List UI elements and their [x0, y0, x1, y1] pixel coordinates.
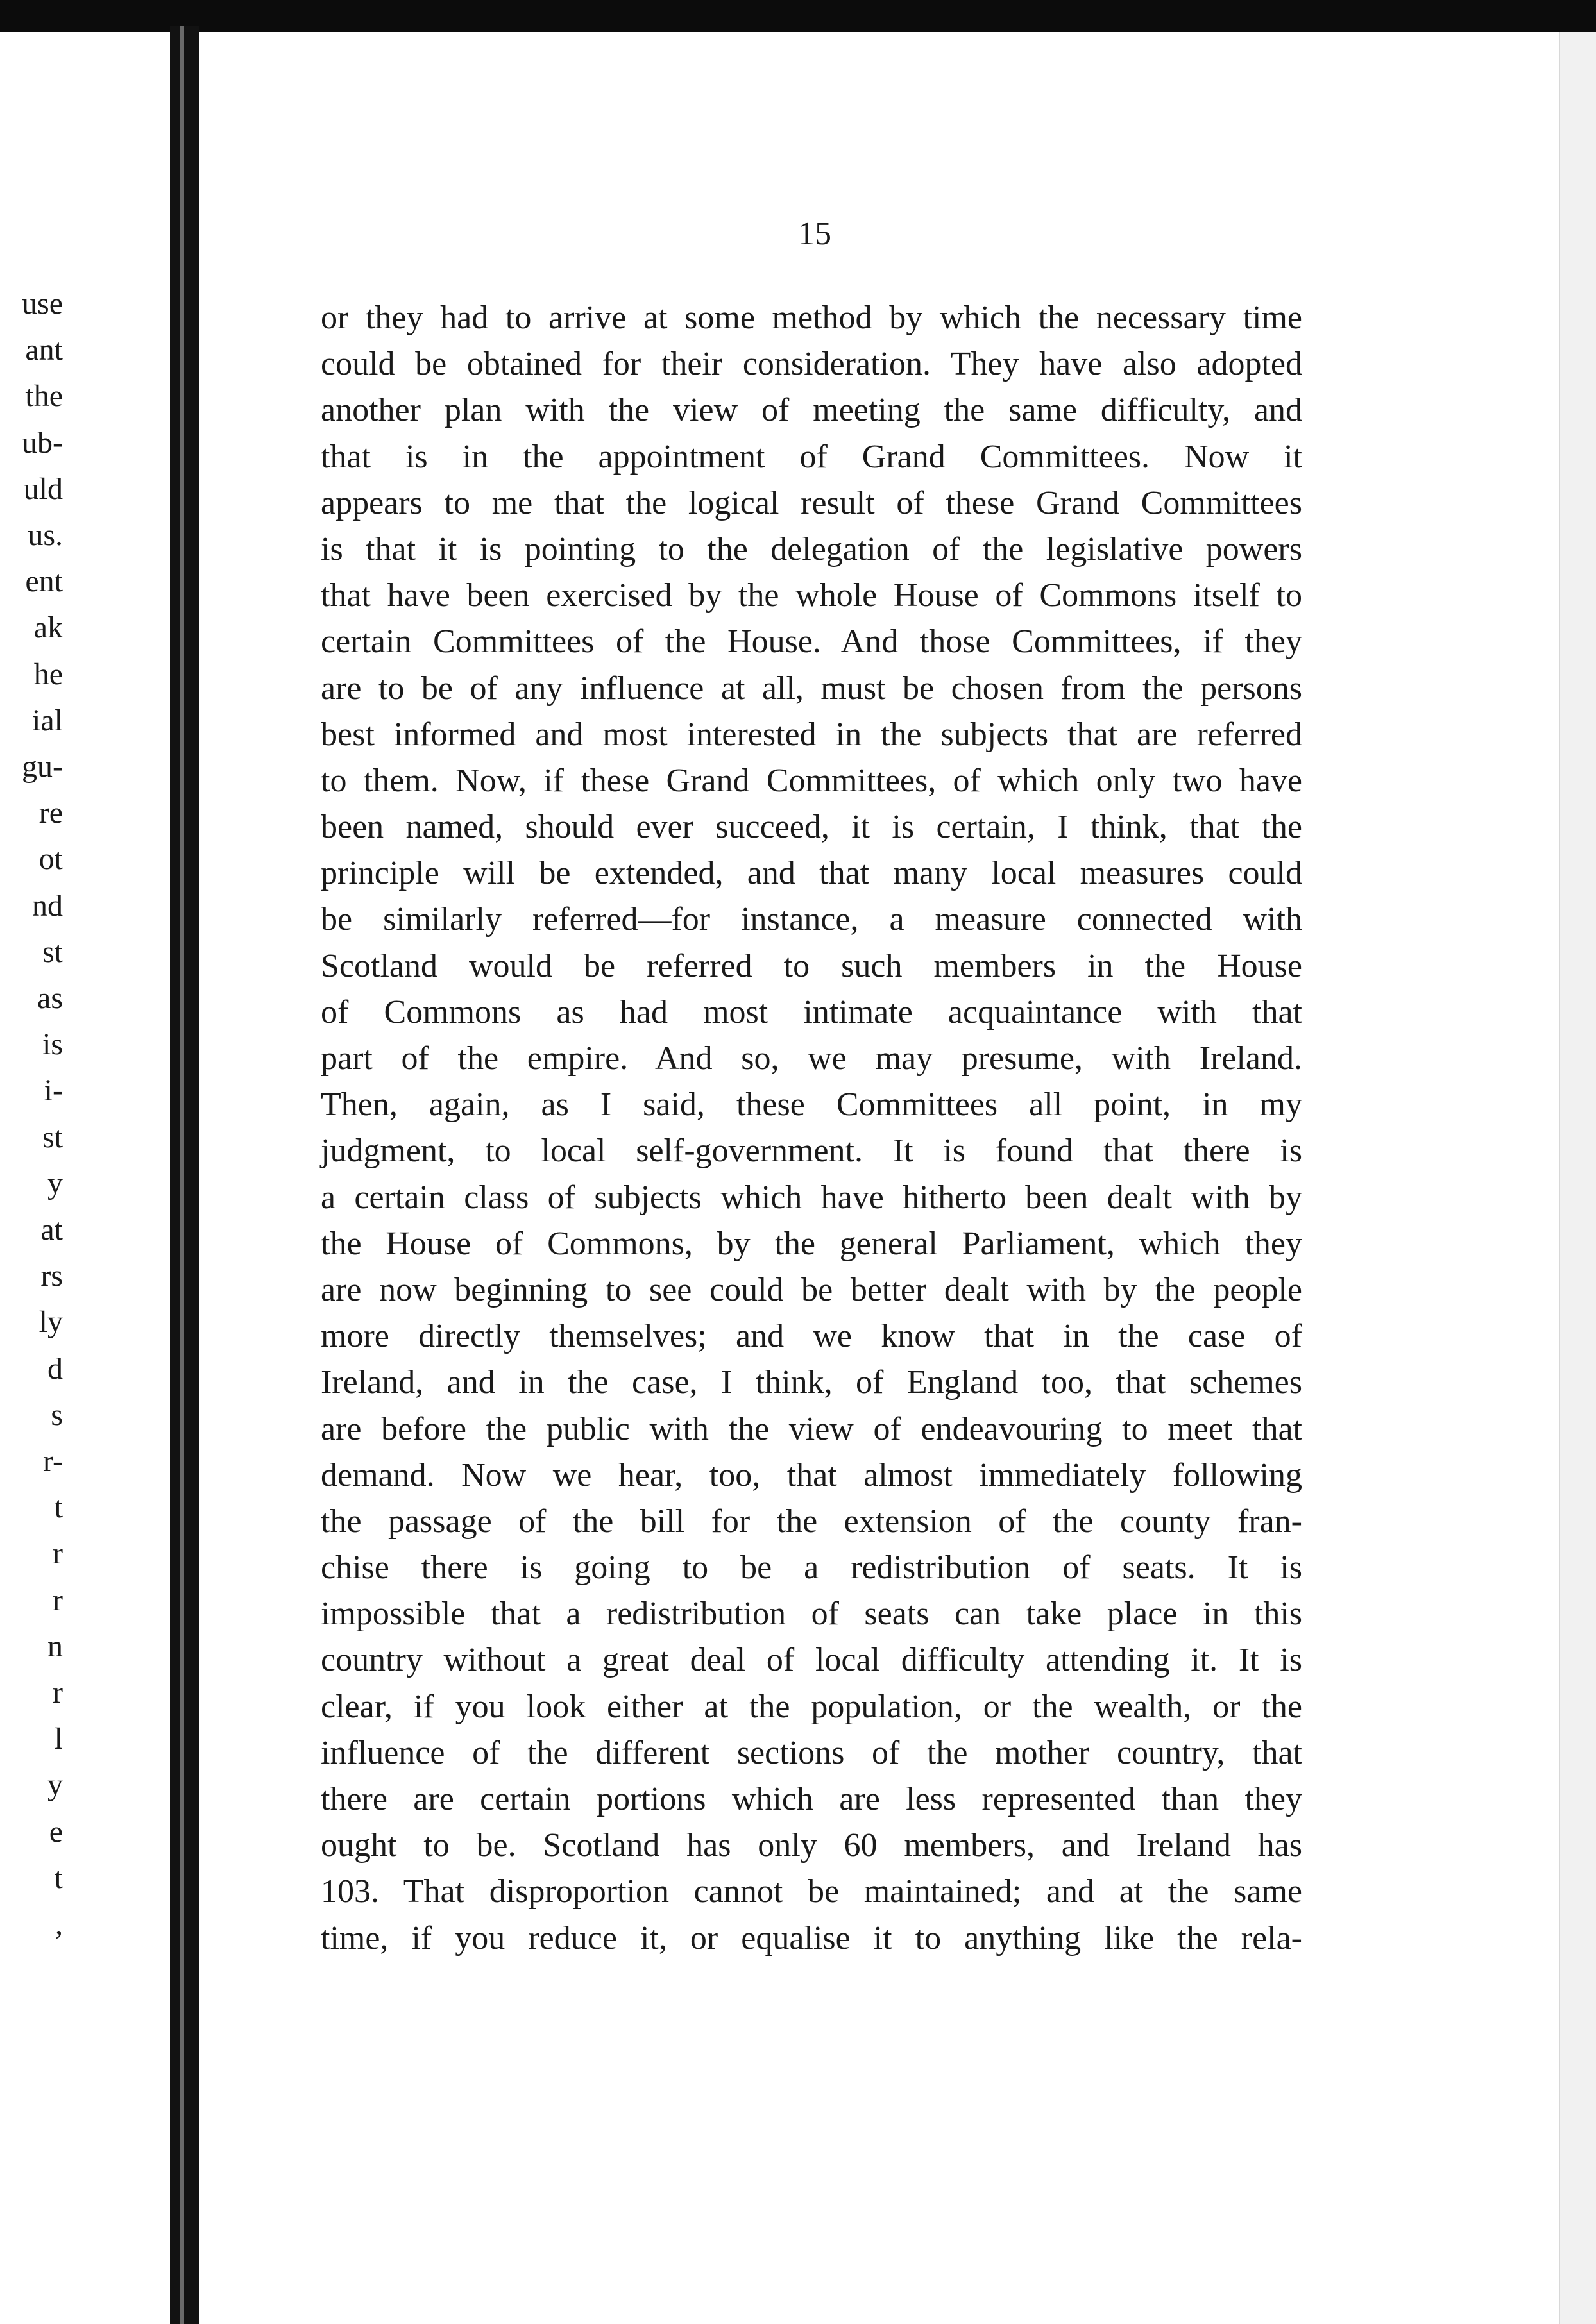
text-line: 103. That disproportion cannot be maintained; and at the same: [321, 1873, 1302, 1910]
text-line: the House of Commons, by the general Parliament, which they: [321, 1225, 1302, 1262]
left-page-fragment: r: [53, 1676, 63, 1710]
left-page-fragment: use: [22, 287, 63, 321]
text-line: time, if you reduce it, or equalise it to anything like the rela-: [321, 1919, 1302, 1957]
left-page-fragment: ial: [32, 703, 63, 737]
text-line: Ireland, and in the case, I think, of England too, that schemes: [321, 1364, 1302, 1401]
text-line: are now beginning to see could be better dealt with by the people: [321, 1271, 1302, 1308]
left-page-fragment: ub-: [22, 425, 63, 460]
text-line: principle will be extended, and that many local measures could: [321, 855, 1302, 892]
left-page-fragment: r: [53, 1583, 63, 1617]
text-line: more directly themselves; and we know that in the case of: [321, 1318, 1302, 1355]
left-page-fragment: uld: [23, 471, 63, 506]
text-line: could be obtained for their consideration. They have also adopted: [321, 346, 1302, 383]
text-line: of Commons as had most intimate acquaintance with that: [321, 993, 1302, 1031]
left-page-fragment: e: [49, 1814, 63, 1849]
left-page-fragment: the: [25, 379, 63, 414]
page-number: 15: [798, 215, 831, 252]
text-line: influence of the different sections of the mother country, that: [321, 1734, 1302, 1771]
text-line: that is in the appointment of Grand Committees. Now it: [321, 438, 1302, 475]
text-line: to them. Now, if these Grand Committees, of which only two have: [321, 762, 1302, 799]
text-line: are to be of any influence at all, must be chosen from the persons: [321, 669, 1302, 707]
text-line: been named, should ever succeed, it is certain, I think, that the: [321, 809, 1302, 846]
text-line: ought to be. Scotland has only 60 members, and Ireland has: [321, 1827, 1302, 1864]
text-line: there are certain portions which are less represented than they: [321, 1781, 1302, 1817]
left-page-fragment: ,: [55, 1907, 63, 1941]
text-line: best informed and most interested in the subjects that are referred: [321, 716, 1302, 753]
left-page-fragment: ot: [38, 842, 63, 877]
left-page-fragment: ly: [38, 1305, 63, 1340]
left-page-fragment: y: [47, 1768, 63, 1803]
text-line: impossible that a redistribution of seats can take place in this: [321, 1596, 1302, 1633]
text-line: part of the empire. And so, we may presume, with Ireland.: [321, 1040, 1302, 1077]
text-line: that have been exercised by the whole House of Commons itself to: [321, 577, 1302, 614]
text-line: a certain class of subjects which have hitherto been dealt with by: [321, 1179, 1302, 1216]
body-text: [321, 295, 1302, 1962]
text-line: clear, if you look either at the population, or the wealth, or the: [321, 1688, 1302, 1725]
left-page-fragment: st: [42, 1120, 63, 1154]
left-page-fragment: i-: [44, 1074, 63, 1108]
text-line: the passage of the bill for the extension of the county fran-: [321, 1503, 1302, 1540]
text-line: are before the public with the view of endeavouring to meet that: [321, 1410, 1302, 1447]
text-line: another plan with the view of meeting the same difficulty, and: [321, 392, 1302, 429]
left-page-fragment: is: [42, 1027, 63, 1062]
text-line: Then, again, as I said, these Committees all point, in my: [321, 1086, 1302, 1124]
text-line: country without a great deal of local difficulty attending it. It is: [321, 1642, 1302, 1679]
left-page-fragment: y: [47, 1166, 63, 1200]
left-page-fragment: gu-: [22, 750, 63, 784]
text-line: chise there is going to be a redistribution of seats. It is: [321, 1549, 1302, 1587]
left-page-fragment: re: [38, 796, 63, 830]
book-spine-highlight: [180, 26, 184, 2324]
text-line: demand. Now we hear, too, that almost immediately following: [321, 1456, 1302, 1494]
left-page-fragment: nd: [32, 888, 63, 923]
left-page-fragment: at: [40, 1213, 63, 1247]
left-page-fragment: st: [42, 934, 63, 969]
text-line: judgment, to local self-government. It is found that there is: [321, 1133, 1302, 1170]
text-line: certain Committees of the House. And those Committees, if they: [321, 623, 1302, 661]
book-spine-shadow: [170, 26, 199, 2324]
left-page-fragment: as: [37, 981, 63, 1015]
left-page-fragment: r-: [42, 1444, 63, 1478]
left-page-fragment: l: [54, 1722, 63, 1756]
text-line: be similarly referred—for instance, a measure connected with: [321, 901, 1302, 938]
left-page-fragment: s: [51, 1397, 63, 1432]
text-line: appears to me that the logical result of these Grand Committees: [321, 484, 1302, 521]
left-page-fragment: r: [53, 1537, 63, 1571]
scan-top-border: [0, 0, 1596, 32]
text-line: or they had to arrive at some method by which the necessary time: [321, 299, 1302, 336]
page-edge: [1559, 32, 1596, 2324]
text-line: Scotland would be referred to such members in the House: [321, 947, 1302, 984]
left-page-fragment: t: [54, 1490, 63, 1525]
left-page-fragment: ent: [25, 564, 63, 599]
left-page-fragment: ak: [33, 610, 63, 645]
text-line: is that it is pointing to the delegation of the legislative powers: [321, 530, 1302, 568]
left-page-fragment: us.: [28, 518, 63, 552]
left-page-fragment: d: [47, 1351, 63, 1386]
left-page-fragment: rs: [40, 1259, 63, 1293]
left-page-fragment: t: [54, 1860, 63, 1895]
left-page-fragment: ant: [25, 333, 63, 367]
left-page-fragment: n: [47, 1629, 63, 1663]
left-page-fragment: he: [33, 657, 63, 691]
